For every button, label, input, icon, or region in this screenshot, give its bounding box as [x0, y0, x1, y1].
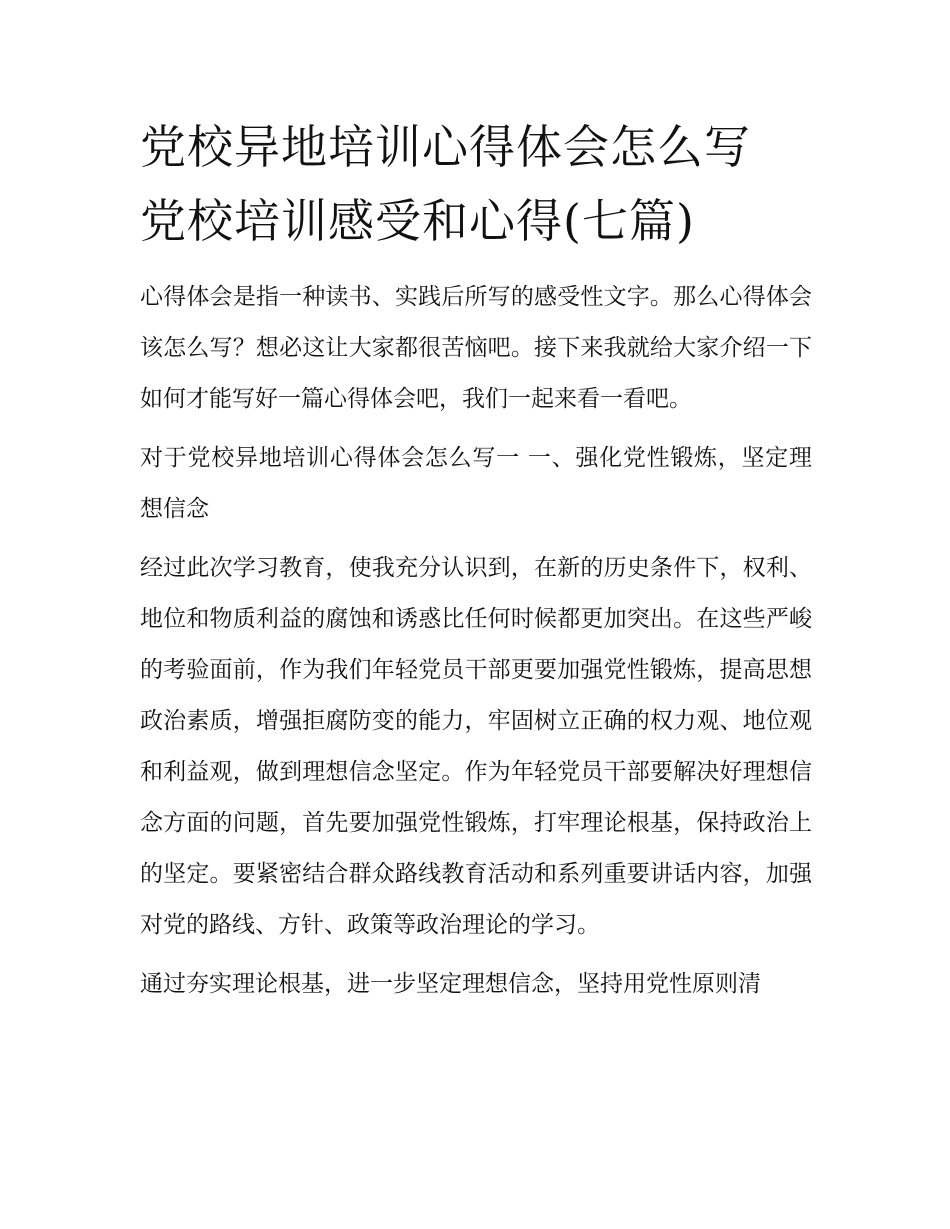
body-paragraph-continued: 通过夯实理论根基，进一步坚定理想信念，坚持用党性原则清: [140, 971, 761, 997]
body-paragraph: 经过此次学习教育，使我充分认识到，在新的历史条件下，权利、地位和物质利益的腐蚀和诱惑比任何时候都更加突出。在这些严峻的考验面前，作为我们年轻党员干部更要加强党性锻炼，提高思想政治素质，增强拒腐防变的能力，牢固树立正确的权力观、地位观和利益观，做到理想信念坚定。作为年轻党员干部要解决好理想信念方面的问题，首先要加强党性锻炼，打牢理论根基，保持政治上的坚定。要紧密结合群众路线教育活动和系列重要讲话内容，加强对党的路线、方针、政策等政治理论的学习。: [140, 555, 812, 938]
document-page: [140, 110, 812, 1010]
intro-paragraph: 心得体会是指一种读书、实践后所写的感受性文字。那么心得体会该怎么写？想必这让大家都很苦恼吧。接下来我就给大家介绍一下如何才能写好一篇心得体会吧，我们一起来看一看吧。: [140, 284, 812, 412]
section-heading-paragraph: 对于党校异地培训心得体会怎么写一 一、强化党性锻炼，坚定理想信念: [140, 445, 812, 522]
document-title: 党校异地培训心得体会怎么写 党校培训感受和心得(七篇): [140, 120, 751, 248]
